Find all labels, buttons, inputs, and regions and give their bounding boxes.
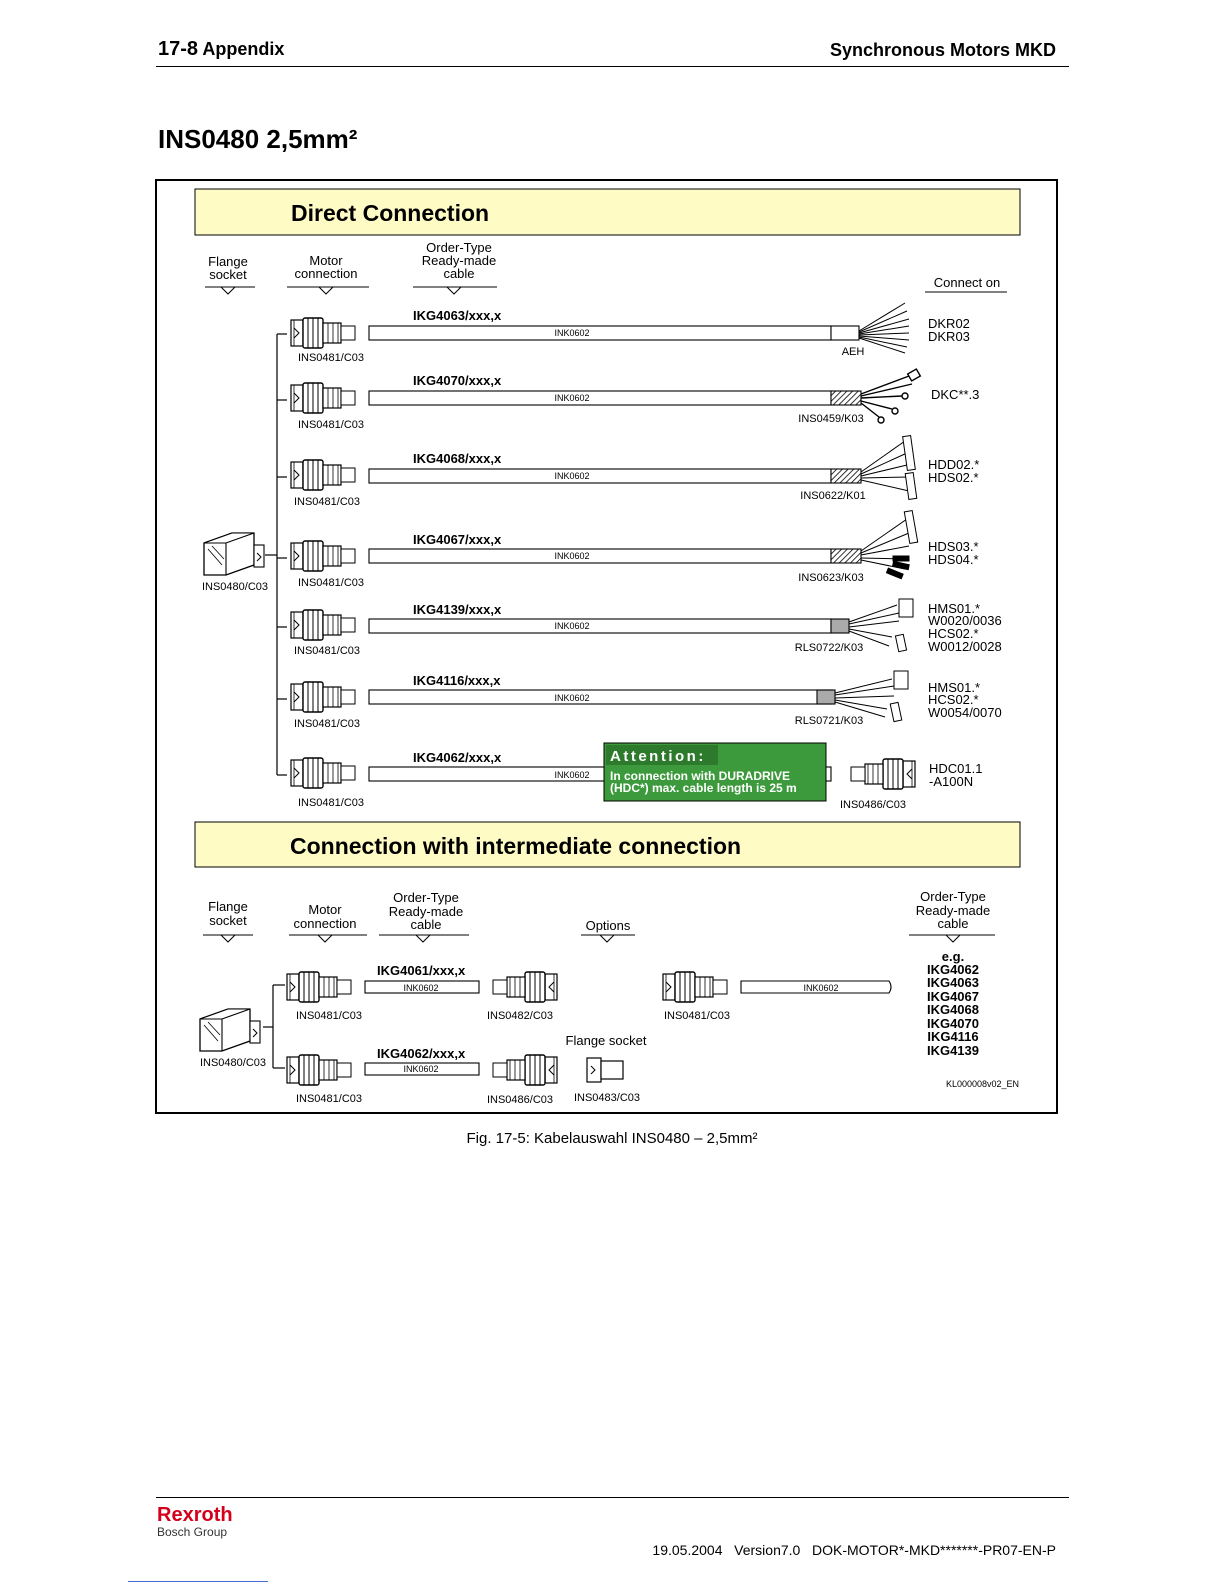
- flange-socket-part: INS0480/C03: [201, 581, 269, 593]
- option-part: INS0483/C03: [573, 1092, 641, 1104]
- attention-note: [604, 743, 826, 801]
- document-meta: 19.05.2004 Version7.0 DOK-MOTOR*-MKD*******-PR07-EN-P: [652, 1542, 1056, 1558]
- motor-part: INS0481/C03: [293, 645, 361, 657]
- intermediate-right-cable: [663, 972, 891, 1022]
- motor-part: INS0481/C03: [663, 1010, 731, 1022]
- col-label: cable: [937, 916, 969, 931]
- cable-order-type: IKG4070/xxx,x: [413, 373, 502, 388]
- col-label: Motor: [309, 253, 343, 268]
- cable-sleeve: [831, 549, 861, 563]
- col-label: cable: [443, 266, 475, 281]
- eg-item: IKG4068: [926, 1002, 980, 1017]
- direct-col-flange: [205, 254, 255, 294]
- eg-item: IKG4067: [926, 989, 980, 1004]
- direct-connection-heading: Direct Connection: [291, 200, 490, 226]
- intermediate-col-flange: [203, 899, 253, 942]
- cable-order-type: IKG4116/xxx,x: [413, 673, 501, 688]
- drawing-id: KL000008v02_EN: [945, 1079, 1019, 1089]
- end-part: RLS0721/K03: [794, 715, 864, 727]
- target-device: HDS02.*: [928, 470, 979, 485]
- direct-row-ikg4068: [291, 436, 979, 508]
- end-part: INS0622/K01: [800, 490, 866, 502]
- motor-part: INS0481/C03: [295, 1093, 363, 1105]
- flange-socket-icon: [200, 1009, 260, 1051]
- cable-type-label: INK0602: [554, 551, 590, 561]
- eg-item: IKG4116: [927, 1029, 979, 1044]
- end-part: INS0482/C03: [486, 1010, 554, 1022]
- cable-order-type: IKG4063/xxx,x: [413, 308, 502, 323]
- target-device: DKR03: [928, 329, 970, 344]
- end-part: AEH: [841, 346, 865, 358]
- motor-connector-icon: [291, 758, 355, 788]
- target-device: DKC**.3: [931, 387, 980, 402]
- cable-type-label: INK0602: [554, 393, 590, 403]
- col-label: Order-Type: [920, 889, 986, 904]
- intermediate-col-cable: [379, 890, 469, 942]
- cable-order-type: IKG4061/xxx,x: [377, 963, 466, 978]
- cable-body: [369, 326, 831, 340]
- end-part: INS0623/K03: [798, 572, 864, 584]
- example-cable-list: [927, 949, 979, 1058]
- col-label: connection: [293, 916, 357, 931]
- attention-title: Attention:: [610, 748, 706, 765]
- cable-body: [369, 549, 831, 563]
- intermediate-connection-heading: Connection with intermediate connection: [290, 833, 742, 859]
- target-device: W0020/0036: [928, 613, 1002, 628]
- end-connector-icon: [851, 759, 915, 789]
- cable-body: [369, 690, 831, 704]
- target-device: HDS03.*: [928, 539, 979, 554]
- cable-sleeve: [831, 469, 861, 483]
- target-device: W0054/0070: [928, 705, 1002, 720]
- chapter-number: 17-8: [158, 38, 199, 60]
- cable-sleeve: [817, 690, 835, 704]
- target-device: -A100N: [929, 774, 974, 789]
- logo-brand: Rexroth: [157, 1504, 233, 1526]
- target-device: HDC01.1: [929, 761, 983, 776]
- direct-row-ikg4063: [291, 303, 970, 364]
- cable-body: [369, 619, 831, 633]
- target-device: HMS01.*: [928, 601, 981, 616]
- cable-type-label: INK0602: [554, 621, 590, 631]
- col-label: Motor: [308, 902, 342, 917]
- cable-body: [369, 469, 831, 483]
- target-device: DKR02: [928, 316, 970, 331]
- cable-order-type: IKG4067/xxx,x: [413, 532, 502, 547]
- cable-sleeve: [831, 391, 861, 405]
- motor-part: INS0481/C03: [297, 419, 365, 431]
- ring-terminal-ends-icon: [861, 369, 920, 423]
- logo-subbrand: Bosch Group: [157, 1525, 228, 1539]
- cable-order-type: IKG4139/xxx,x: [413, 602, 502, 617]
- col-label: Order-Type: [426, 240, 492, 255]
- direct-row-ikg4067: [291, 511, 979, 589]
- intermediate-row-ikg4062: [287, 1046, 557, 1106]
- intermediate-col-cable-right: [909, 889, 995, 942]
- col-label: connection: [294, 266, 358, 281]
- target-device: HMS01.*: [928, 680, 981, 695]
- coupling-connector-icon: [493, 972, 557, 1002]
- col-label: Flange: [208, 899, 248, 914]
- motor-part: INS0481/C03: [293, 496, 361, 508]
- figure-caption: Fig. 17-5: Kabelauswahl INS0480 – 2,5mm²: [466, 1130, 758, 1147]
- eg-item: IKG4139: [926, 1043, 980, 1058]
- cable-type-label: INK0602: [403, 983, 439, 993]
- col-label: Order-Type: [393, 890, 459, 905]
- motor-connector-icon: [291, 383, 355, 413]
- cable-sleeve: [831, 619, 849, 633]
- cable-sleeve: [831, 326, 859, 340]
- footer-rule: [156, 1497, 1069, 1498]
- cable-type-label: INK0602: [554, 471, 590, 481]
- direct-row-ikg4116: [291, 671, 1002, 730]
- intermediate-row-ikg4061: [287, 963, 557, 1022]
- col-label: cable: [410, 917, 442, 932]
- col-label: Ready-made: [388, 904, 464, 919]
- end-part: INS0459/K03: [798, 413, 864, 425]
- cable-type-label: INK0602: [403, 1064, 439, 1074]
- col-label: Ready-made: [915, 903, 991, 918]
- connector-block-ends-icon: [861, 436, 917, 500]
- col-label: Ready-made: [421, 253, 497, 268]
- direct-row-ikg4070: [291, 369, 979, 431]
- chapter-title: Appendix: [202, 39, 285, 59]
- wire-ends-icon: [859, 303, 909, 353]
- intermediate-col-motor: [289, 902, 367, 942]
- motor-connector-icon: [291, 318, 355, 348]
- eg-label: e.g.: [941, 949, 965, 964]
- bottom-link-underline[interactable]: [128, 1581, 268, 1582]
- target-device: HCS02.*: [928, 626, 979, 641]
- col-label: Connect on: [933, 275, 1001, 290]
- col-label: Options: [585, 918, 631, 933]
- target-device: HDS04.*: [928, 552, 979, 567]
- cable-selection-figure: [155, 179, 1058, 1114]
- end-part: INS0486/C03: [839, 799, 907, 811]
- cable-diagram: [157, 181, 1060, 1116]
- motor-connector-icon: [291, 460, 355, 490]
- coupling-connector-icon: [493, 1055, 557, 1085]
- motor-connector-icon: [663, 972, 727, 1002]
- cable-body: [369, 391, 831, 405]
- cable-order-type: IKG4062/xxx,x: [413, 750, 502, 765]
- motor-part: INS0481/C03: [295, 1010, 363, 1022]
- flange-socket-part: INS0480/C03: [199, 1057, 267, 1069]
- motor-connector-icon: [287, 1055, 351, 1085]
- direct-tree-bracket: [265, 334, 287, 775]
- cable-type-label: INK0602: [803, 983, 839, 993]
- target-device: HCS02.*: [928, 692, 979, 707]
- motor-connector-icon: [291, 541, 355, 571]
- target-device: HDD02.*: [928, 457, 980, 472]
- header-rule: [156, 66, 1069, 67]
- cable-order-type: IKG4068/xxx,x: [413, 451, 502, 466]
- direct-col-cable: [413, 240, 497, 294]
- attention-text: (HDC*) max. cable length is 25 m: [610, 781, 797, 795]
- motor-part: INS0481/C03: [297, 577, 365, 589]
- eg-item: IKG4070: [926, 1016, 980, 1031]
- motor-part: INS0481/C03: [293, 718, 361, 730]
- cable-type-label: INK0602: [554, 693, 590, 703]
- motor-connector-icon: [291, 682, 355, 712]
- col-label: socket: [209, 267, 247, 282]
- eg-item: IKG4063: [926, 975, 980, 990]
- end-part: RLS0722/K03: [794, 642, 864, 654]
- page-header-chapter: [158, 38, 284, 61]
- option-label: Flange socket: [565, 1033, 647, 1048]
- cable-type-label: INK0602: [554, 328, 590, 338]
- col-label: socket: [209, 913, 247, 928]
- option-flange-socket: [566, 1033, 647, 1104]
- mixed-terminal-ends-icon: [861, 511, 918, 579]
- cable-order-type: IKG4062/xxx,x: [377, 1046, 466, 1061]
- intermediate-col-options: [581, 918, 635, 942]
- page-title: INS0480 2,5mm²: [158, 124, 358, 154]
- motor-part: INS0481/C03: [297, 352, 365, 364]
- motor-connector-icon: [287, 972, 351, 1002]
- direct-row-ikg4139: [291, 599, 1002, 657]
- manual-title: Synchronous Motors MKD: [829, 40, 1056, 60]
- motor-part: INS0481/C03: [297, 797, 365, 809]
- target-device: W0012/0028: [928, 639, 1002, 654]
- col-label: Flange: [208, 254, 248, 269]
- flange-socket-icon: [204, 533, 264, 575]
- rexroth-logo: [157, 1505, 233, 1539]
- direct-col-motor: [287, 253, 369, 294]
- motor-connector-icon: [291, 610, 355, 640]
- intermediate-tree-bracket: [263, 985, 285, 1068]
- direct-col-connect: [925, 275, 1007, 292]
- eg-item: IKG4062: [926, 962, 980, 977]
- end-part: INS0486/C03: [486, 1094, 554, 1106]
- attention-text: In connection with DURADRIVE: [610, 769, 790, 783]
- cable-type-label: INK0602: [554, 770, 590, 780]
